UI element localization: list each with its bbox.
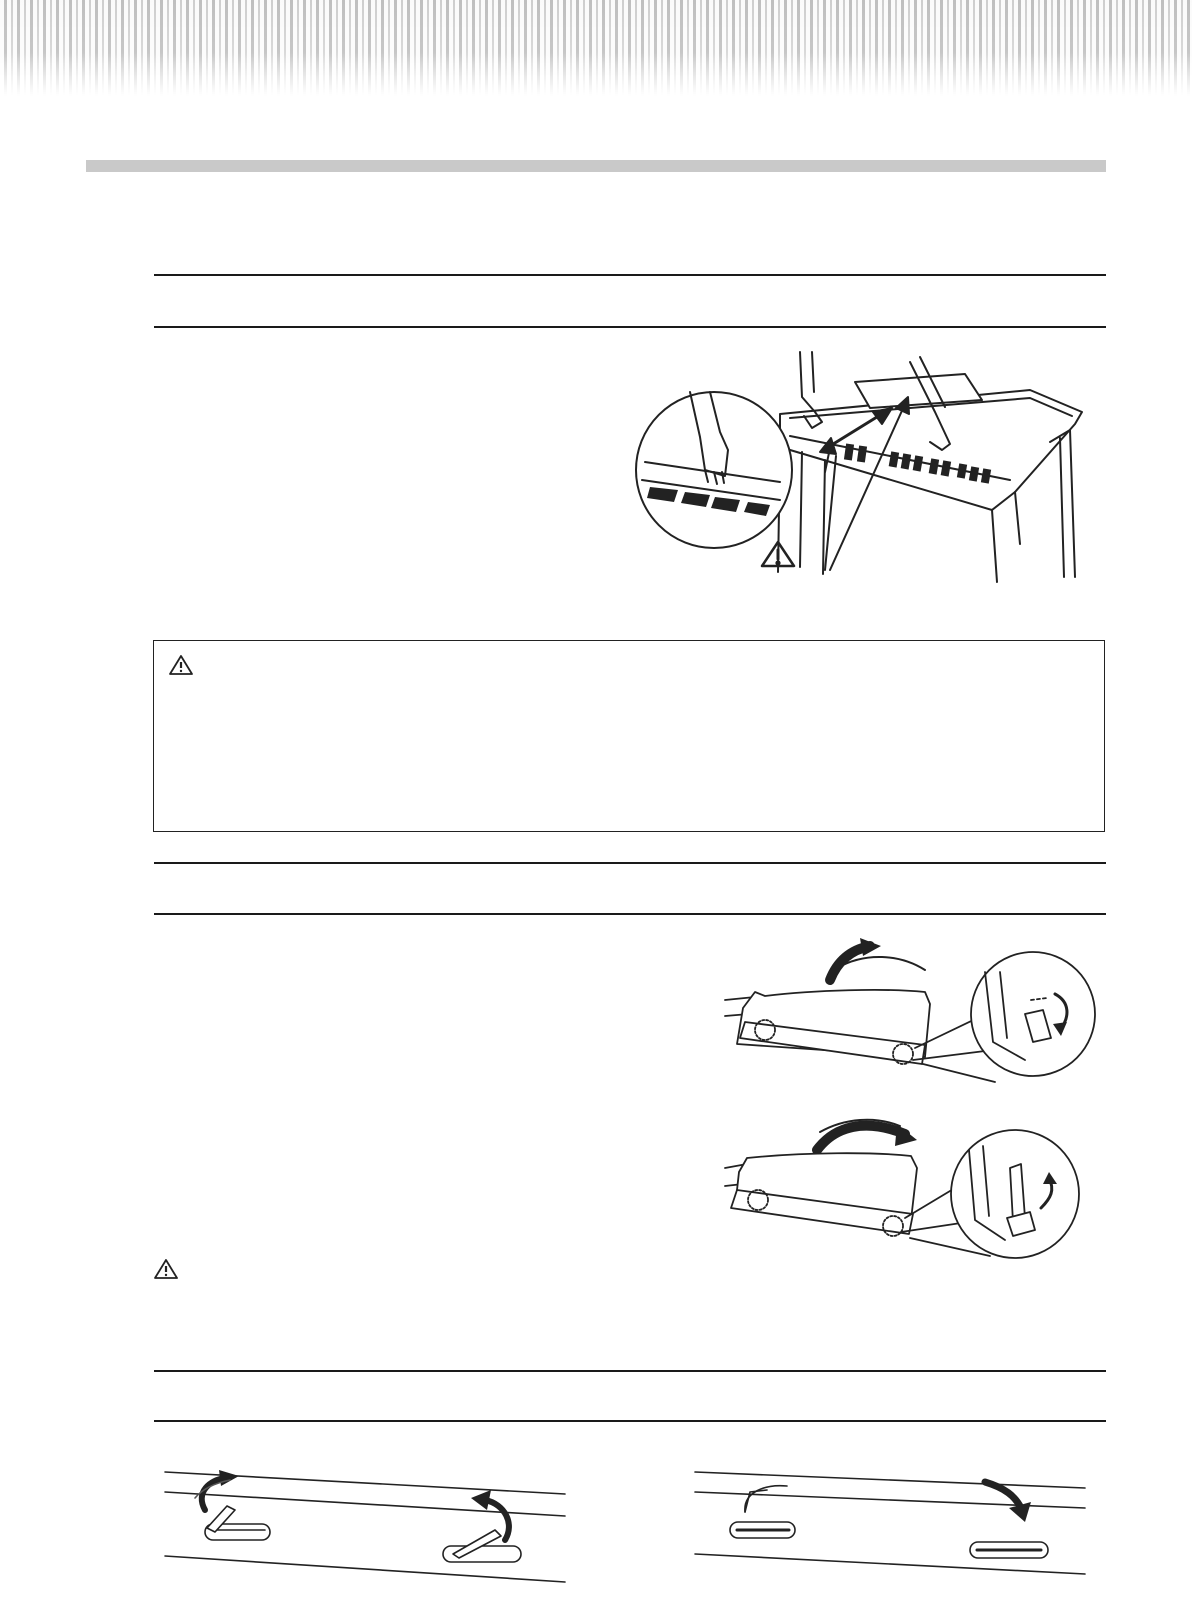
section-rule-top — [154, 274, 1106, 276]
section-rule-top — [154, 862, 1106, 864]
chapter-header-bar — [86, 160, 1106, 172]
music-clip-close-illustration — [695, 1462, 1095, 1598]
caution-notice-box — [153, 640, 1105, 832]
music-rest-raise-illustration — [725, 942, 1095, 1104]
key-cover-illustration — [630, 352, 1100, 587]
section-rule-top — [154, 1370, 1106, 1372]
music-rest-lower-illustration — [725, 1108, 1095, 1278]
caution-triangle-icon — [153, 1258, 179, 1280]
caution-triangle-icon — [168, 654, 194, 676]
section-rule-bottom — [154, 913, 1106, 915]
header-keyboard-band — [0, 0, 1192, 96]
section-rule-bottom — [154, 326, 1106, 328]
music-clip-open-illustration — [165, 1464, 565, 1600]
section-rule-bottom — [154, 1420, 1106, 1422]
